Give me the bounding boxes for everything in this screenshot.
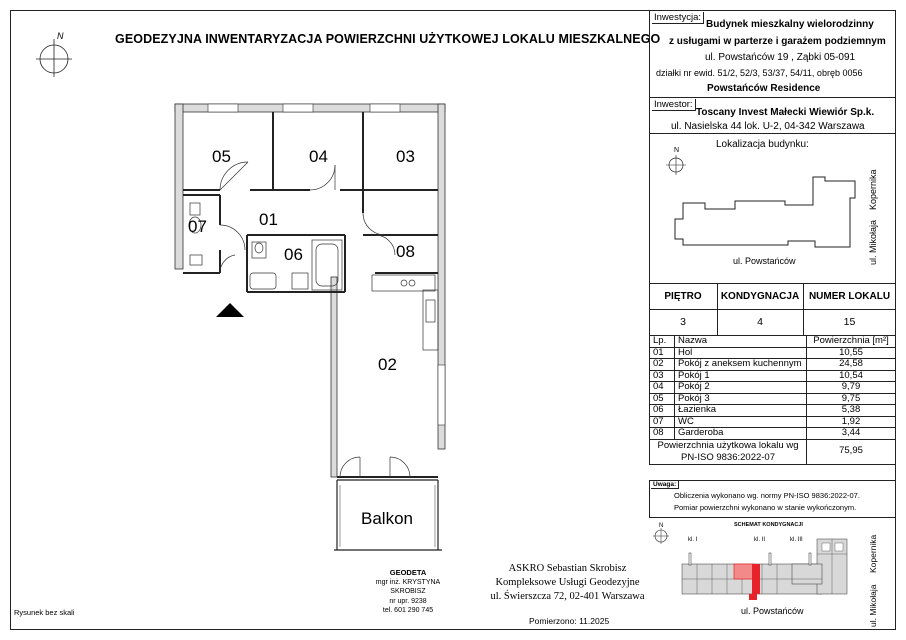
scheme-highlight-unit — [752, 564, 760, 594]
geodeta-phone: tel. 601 290 745 — [382, 607, 434, 614]
total-row — [650, 439, 896, 464]
total-label-2: PN-ISO 9836:2022-07 — [680, 451, 775, 463]
geodeta-title: GEODETA — [389, 568, 427, 577]
investment-line-2: z usługami w parterze i garażem podziemnym — [669, 36, 886, 47]
table-row: 01 Hol 10,55 — [650, 347, 896, 359]
compass-label: N — [57, 31, 64, 41]
scheme-kl-1: kl. I — [688, 537, 698, 543]
company-line-3: ul. Świerszcza 72, 02-401 Warszawa — [490, 591, 645, 602]
header-name: Nazwa — [675, 336, 807, 348]
balcony-label: Balkon — [361, 509, 413, 528]
room-label-04: 04 — [309, 147, 328, 166]
location-street-right-2: Kopernika — [868, 169, 878, 210]
table-row: 07 WC 1,92 — [650, 416, 896, 428]
compass-icon — [34, 30, 74, 78]
investor-name: Toscany Invest Małecki Wiewiór Sp.k. — [696, 107, 875, 118]
rooms-table-header — [650, 336, 896, 348]
investment-line-5: Powstańców Residence — [707, 83, 821, 94]
storey-header: KONDYGNACJA — [720, 290, 800, 302]
table-row: 04 Pokój 2 9,79 — [650, 382, 896, 394]
investment-tag: Inwestycja: — [652, 12, 704, 24]
total-value: 75,95 — [807, 439, 896, 464]
unit-number-value: 15 — [843, 316, 856, 328]
room-label-06: 06 — [284, 245, 303, 264]
total-label-1: Powierzchnia użytkowa lokalu wg — [657, 439, 799, 451]
investor-address: ul. Nasielska 44 lok. U-2, 04-342 Warszawa — [671, 121, 865, 132]
location-street-bottom: ul. Powstańców — [733, 256, 796, 266]
scheme-highlight-area — [734, 564, 754, 579]
unit-number-header: NUMER LOKALU — [808, 290, 891, 302]
table-row: 06 Łazienka 5,38 — [650, 405, 896, 417]
table-row: 03 Pokój 1 10,54 — [650, 370, 896, 382]
room-label-03: 03 — [396, 147, 415, 166]
wall-inner-left — [331, 277, 337, 477]
investor-tag: Inwestor: — [652, 99, 696, 111]
room-label-02: 02 — [378, 355, 397, 374]
notes-tag: Uwaga: — [651, 481, 679, 489]
investment-line-1: Budynek mieszkalny wielorodzinny — [706, 19, 874, 30]
scheme-kl-2: kl. II — [754, 537, 766, 543]
scheme-compass-label: N — [659, 523, 664, 529]
scheme-street-bottom: ul. Powstańców — [741, 606, 804, 616]
entrance-marker — [216, 303, 244, 317]
location-title: Lokalizacja budynku: — [716, 139, 809, 150]
scheme-street-right-2: Kopernika — [868, 534, 878, 573]
room-label-01: 01 — [259, 210, 278, 229]
location-building-outline — [675, 177, 855, 247]
page-title: GEODEZYJNA INWENTARYZACJA POWIERZCHNI UŻYTKOWEJ LOKALU MIESZKALNEGO — [115, 32, 661, 46]
table-row: 02 Pokój z aneksem kuchennym 24,58 — [650, 359, 896, 371]
notes-line-2: Pomiar powierzchni wykonano w stanie wykończonym. — [674, 503, 857, 512]
floor-header: PIĘTRO — [664, 290, 702, 302]
rooms-table — [649, 335, 896, 465]
geodeta-name: mgr inż. KRYSTYNA SKROBISZ — [375, 578, 441, 595]
location-compass-label: N — [674, 147, 680, 154]
table-row: 05 Pokój 3 9,75 — [650, 393, 896, 405]
company-line-1: ASKRO Sebastian Skrobisz — [508, 563, 627, 574]
room-label-05: 05 — [212, 147, 231, 166]
floor-value: 3 — [680, 316, 686, 328]
header-lp: Lp. — [650, 336, 675, 348]
scheme-kl-3: kl. III — [790, 537, 803, 543]
storey-value: 4 — [757, 316, 763, 328]
scheme-street-right-1: ul. Mikołaja — [868, 584, 878, 627]
room-label-08: 08 — [396, 242, 415, 261]
geodeta-block — [358, 568, 458, 616]
header-area: Powierzchnia [m²] — [807, 336, 896, 348]
location-street-right-1: ul. Mikołaja — [868, 219, 878, 265]
geodeta-license: nr upr. 9238 — [389, 597, 427, 605]
wall-left — [175, 104, 183, 269]
table-row: 08 Garderoba 3,44 — [650, 428, 896, 440]
notes-line-1: Obliczenia wykonano wg. normy PN-ISO 9836:2022-07. — [674, 491, 860, 500]
company-line-2: Kompleksowe Usługi Geodezyjne — [495, 577, 640, 588]
investment-line-3: ul. Powstańców 19 , Ząbki 05-091 — [705, 52, 856, 63]
scale-note: Rysunek bez skali — [14, 608, 75, 617]
scheme-title: SCHEMAT KONDYGNACJI — [734, 522, 803, 528]
measured-date: Pomierzono: 11.2025 — [529, 616, 610, 626]
room-label-07: 07 — [188, 217, 207, 236]
company-block — [475, 562, 660, 604]
investment-line-4: działki nr ewid. 51/2, 52/3, 53/37, 54/11, obręb 0056 — [656, 68, 863, 78]
